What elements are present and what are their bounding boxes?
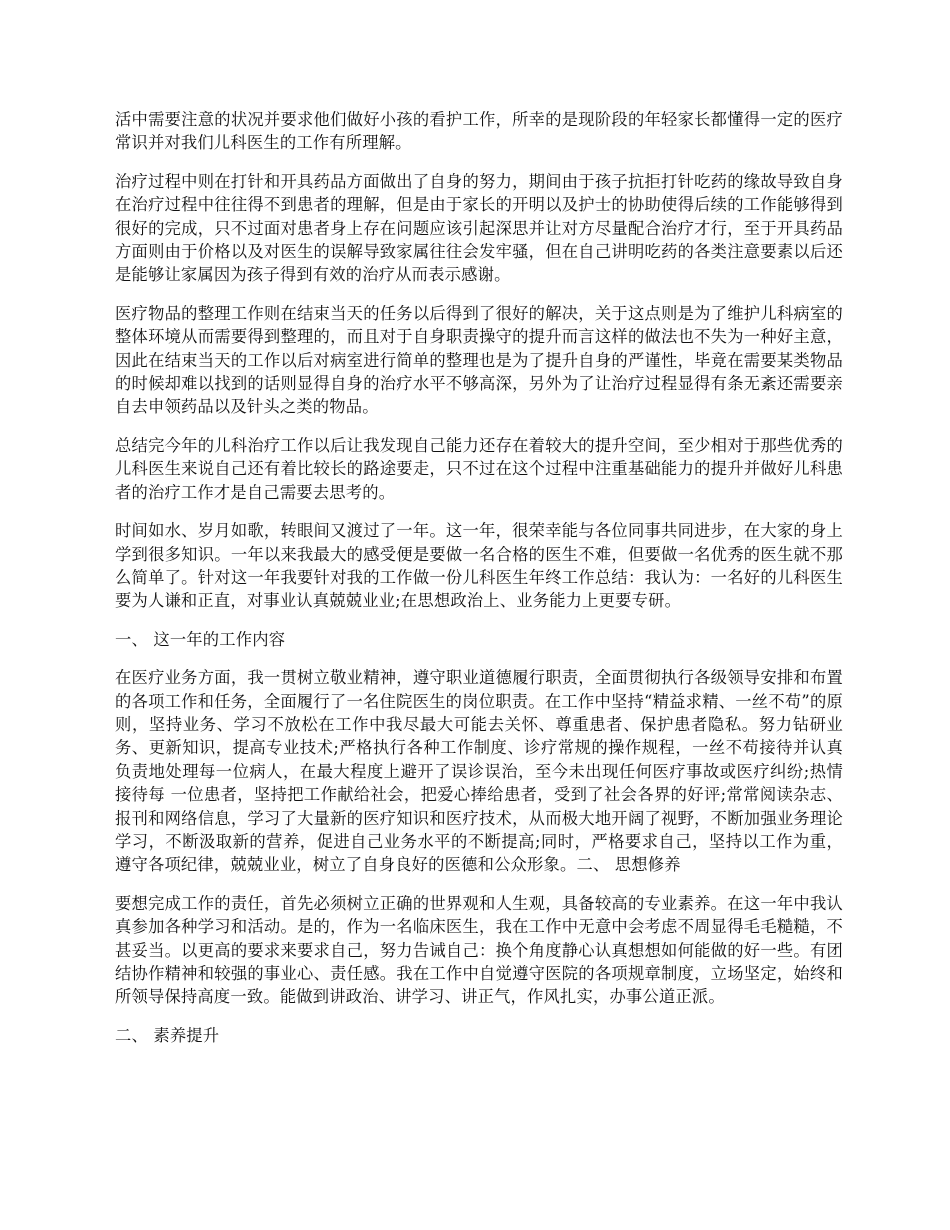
paragraph-treatment-process: 治疗过程中则在打针和开具药品方面做出了自身的努力，期间由于孩子抗拒打针吃药的缘故导致自身在治疗过程中往往得不到患者的理解，但是由于家长的开明以及护士的协助使得后续的工作能够得到很好的完成，只不过面对患者身上存在问题应该引起深思并让对方尽量配合治疗才行，至于开具药品方面则由于价格以及对医生的误解导致家属往往会发牢骚，但在自己讲明吃药的各类注意要素以后还是能够让家属因为孩子得到有效的治疗从而表示感谢。: [115, 171, 843, 285]
heading-quality-improvement: 二、 素养提升: [115, 1025, 220, 1045]
document-page: [115, 108, 843, 1062]
heading-work-content: 一、 这一年的工作内容: [115, 629, 286, 649]
paragraph-ideology: 要想完成工作的责任，首先必须树立正确的世界观和人生观，具备较高的专业素养。在这一年中我认真参加各种学习和活动。是的，作为一名临床医生，我在工作中无意中会考虑不周显得毛毛糙糙，不甚妥当。以更高的要求来要求自己，努力告诫自己：换个角度静心认真想想如何能做的好一些。有团结协作精神和较强的事业心、责任感。我在工作中自觉遵守医院的各项规章制度，立场坚定，始终和所领导保持高度一致。能做到讲政治、讲学习、讲正气，作风扎实，办事公道正派。: [115, 893, 843, 1007]
paragraph-supplies-organization: 医疗物品的整理工作则在结束当天的任务以后得到了很好的解决，关于这点则是为了维护儿科病室的整体环境从而需要得到整理的，而且对于自身职责操守的提升而言这样的做法也不失为一种好主意，因此在结束当天的工作以后对病室进行简单的整理也是为了提升自身的严谨性，毕竟在需要某类物品的时候却难以找到的话则显得自身的治疗水平不够高深，另外为了让治疗过程显得有条无紊还需要亲自去申领药品以及针头之类的物品。: [115, 303, 843, 417]
paragraph-year-intro: 时间如水、岁月如歌，转眼间又渡过了一年。这一年，很荣幸能与各位同事共同进步，在大家的身上学到很多知识。一年以来我最大的感受便是要做一名合格的医生不难，但要做一名优秀的医生就不那么简单了。针对这一年我要针对我的工作做一份儿科医生年终工作总结：我认为：一名好的儿科医生要为人谦和正直，对事业认真兢兢业业;在思想政治上、业务能力上更要专研。: [115, 521, 843, 611]
paragraph-childcare-advice: 活中需要注意的状况并要求他们做好小孩的看护工作，所幸的是现阶段的年轻家长都懂得一定的医疗常识并对我们儿科医生的工作有所理解。: [115, 110, 843, 153]
paragraph-year-summary: 总结完今年的儿科治疗工作以后让我发现自己能力还存在着较大的提升空间，至少相对于那些优秀的儿科医生来说自己还有着比较长的路途要走，只不过在这个过程中注重基础能力的提升并做好儿科患者的治疗工作才是自己需要去思考的。: [115, 435, 843, 502]
paragraph-medical-work: 在医疗业务方面，我一贯树立敬业精神，遵守职业道德履行职责，全面贯彻执行各级领导安排和布置的各项工作和任务，全面履行了一名住院医生的岗位职责。在工作中坚持“精益求精、一丝不苟”的原则，坚持业务、学习不放松在工作中我尽最大可能去关怀、尊重患者、保护患者隐私。努力钻研业务、更新知识，提高专业技术;严格执行各种工作制度、诊疗常规的操作规程，一丝不苟接待并认真负责地处理每一位病人，在最大程度上避开了误诊误治，至今未出现任何医疗事故或医疗纠纷;热情接待每 一位患者，坚持把工作献给社会，把爱心捧给患者，受到了社会各界的好评;常常阅读杂志、报刊和网络信息，学习了大量新的医疗知识和医疗技术，从而极大地开阔了视野，不断加强业务理论学习，不断汲取新的营养，促进自己业务水平的不断提高;同时，严格要求自己，坚持以工作为重，遵守各项纪律，兢兢业业，树立了自身良好的医德和公众形象。二、 思想修养: [115, 668, 843, 875]
